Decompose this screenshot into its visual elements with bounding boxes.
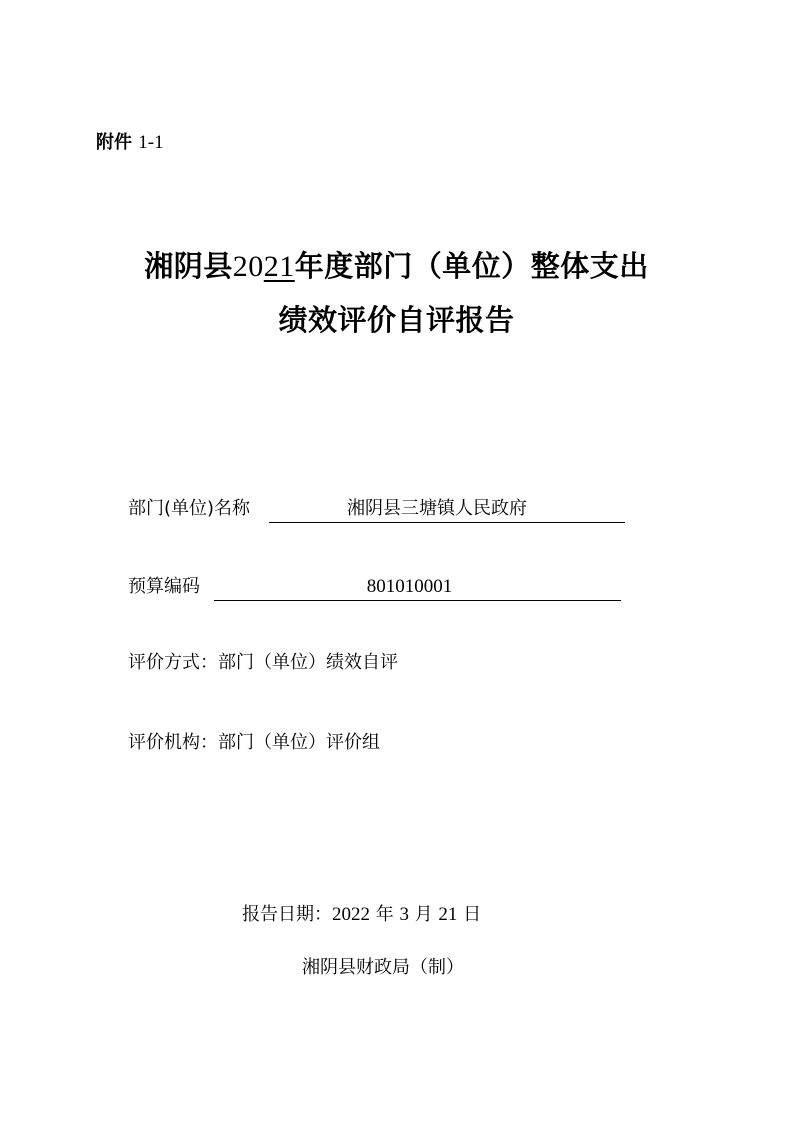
- report-date-month: 3: [399, 904, 409, 925]
- dept-name-field: [128, 496, 527, 522]
- budget-code-line: [214, 574, 621, 601]
- report-title-line-2: 绩效评价自评报告: [278, 303, 515, 337]
- budget-code-field: [128, 574, 453, 600]
- report-title-line-1: [0, 246, 793, 287]
- dept-name-label: 部门(单位)名称: [128, 498, 251, 519]
- title-suffix: 年度部门（单位）整体支出: [294, 249, 649, 283]
- dept-name-value: 湘阴县三塘镇人民政府: [347, 498, 527, 519]
- annex-label: [96, 131, 164, 155]
- dept-name-line: [269, 496, 625, 523]
- report-date-month-unit: 月: [408, 904, 439, 925]
- title-year-a: 20: [232, 250, 264, 283]
- report-date-day-unit: 日: [457, 904, 482, 925]
- issuer: 湘阴县财政局（制）: [302, 957, 464, 978]
- report-date-year-unit: 年: [370, 904, 400, 925]
- evaluation-organization: 评价机构：部门（单位）评价组: [128, 732, 380, 753]
- report-date: [242, 902, 481, 928]
- report-date-year: 2022: [332, 904, 370, 925]
- title-year-b: 21: [263, 250, 295, 283]
- annex-number: 1-1: [138, 132, 164, 153]
- budget-code-label: 预算编码: [128, 576, 200, 597]
- report-date-label: 报告日期：: [242, 904, 332, 925]
- evaluation-method: 评价方式：部门（单位）绩效自评: [128, 652, 398, 673]
- budget-code-value: 801010001: [366, 576, 453, 597]
- title-year: [233, 250, 295, 283]
- annex-prefix: 附件: [96, 132, 132, 153]
- report-date-day: 21: [438, 904, 458, 925]
- title-county: 湘阴县: [144, 249, 233, 283]
